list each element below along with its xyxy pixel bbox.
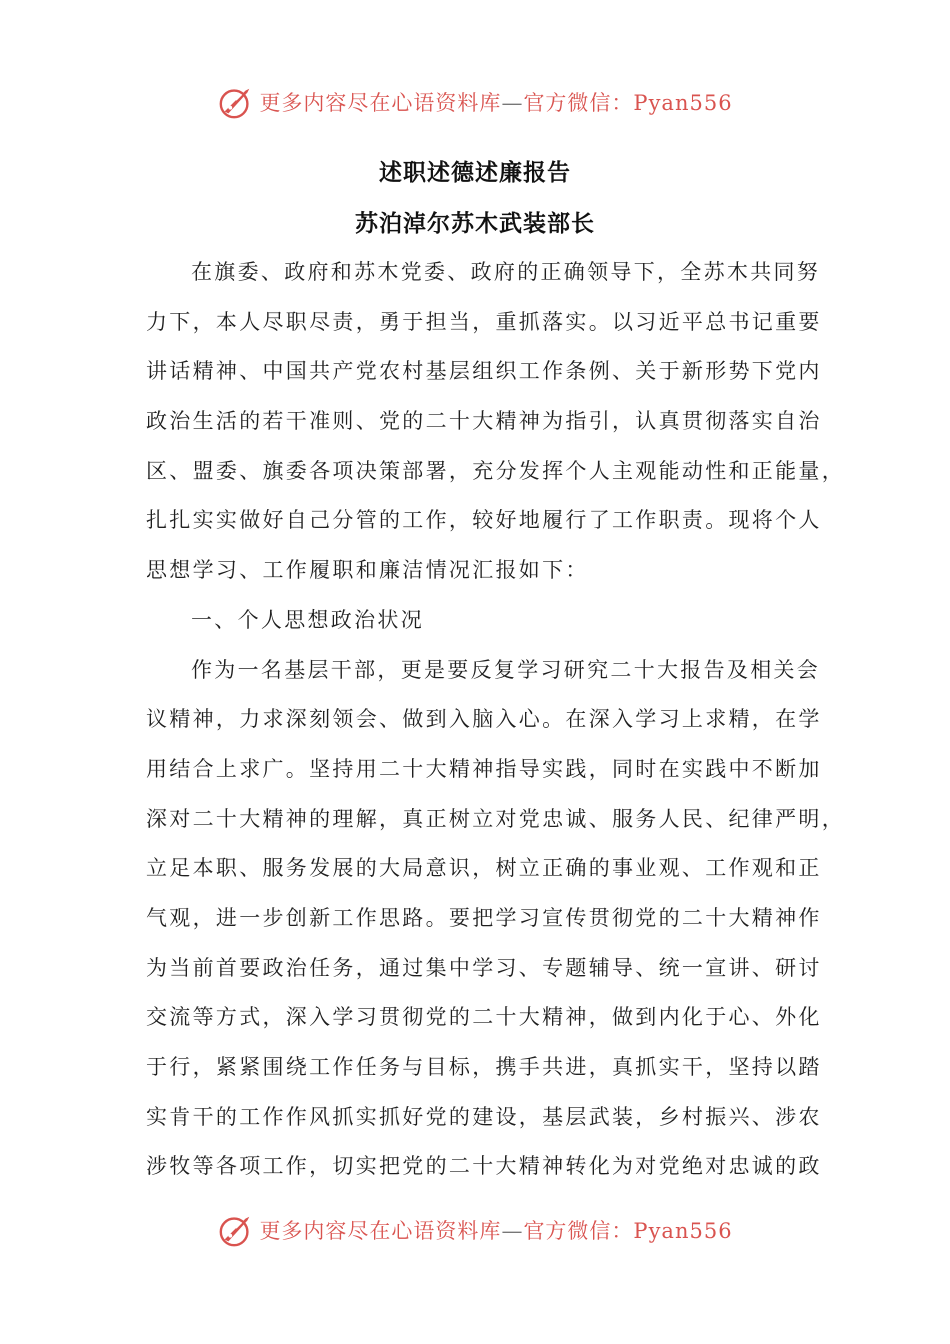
header-watermark-banner bbox=[0, 82, 950, 122]
document-body bbox=[146, 248, 845, 1192]
document-title: 述职述德述廉报告 bbox=[379, 160, 571, 186]
body-line: 实肯干的工作作风抓实抓好党的建设，基层武装，乡村振兴、涉农 bbox=[146, 1104, 822, 1129]
body-line: 为当前首要政治任务，通过集中学习、专题辅导、统一宣讲、研讨 bbox=[146, 955, 822, 980]
body-line: 深对二十大精神的理解，真正树立对党忠诚、服务人民、纪律严明， bbox=[146, 806, 845, 831]
quill-logo-icon bbox=[217, 83, 255, 121]
body-line: 政治生活的若干准则、党的二十大精神为指引，认真贯彻落实自治 bbox=[146, 409, 822, 434]
section-heading: 一、个人思想政治状况 bbox=[191, 607, 424, 632]
body-line: 作为一名基层干部，更是要反复学习研究二十大报告及相关会 bbox=[191, 657, 821, 682]
body-line: 在旗委、政府和苏木党委、政府的正确领导下，全苏木共同努 bbox=[191, 260, 821, 284]
body-line: 于行，紧紧围绕工作任务与目标，携手共进，真抓实干，坚持以踏 bbox=[146, 1055, 822, 1079]
body-line: 涉牧等各项工作，切实把党的二十大精神转化为对党绝对忠诚的政 bbox=[146, 1154, 822, 1179]
watermark-text: 更多内容尽在心语资料库—官方微信：Pyan556 bbox=[259, 91, 733, 115]
document-subtitle: 苏泊淖尔苏木武装部长 bbox=[355, 211, 595, 237]
body-line: 用结合上求广。坚持用二十大精神指导实践，同时在实践中不断加 bbox=[146, 756, 822, 781]
body-line: 力下，本人尽职尽责，勇于担当，重抓落实。以习近平总书记重要 bbox=[146, 309, 822, 334]
body-line: 区、盟委、旗委各项决策部署，充分发挥个人主观能动性和正能量， bbox=[146, 458, 845, 483]
footer-watermark-banner bbox=[0, 1210, 950, 1250]
quill-logo-icon bbox=[217, 1211, 255, 1249]
body-line: 扎扎实实做好自己分管的工作，较好地履行了工作职责。现将个人 bbox=[146, 508, 822, 533]
body-line: 议精神，力求深刻领会、做到入脑入心。在深入学习上求精，在学 bbox=[146, 707, 822, 732]
body-line: 讲话精神、中国共产党农村基层组织工作条例、关于新形势下党内 bbox=[146, 359, 822, 384]
watermark-text: 更多内容尽在心语资料库—官方微信：Pyan556 bbox=[259, 1219, 733, 1243]
body-line: 交流等方式，深入学习贯彻党的二十大精神，做到内化于心、外化 bbox=[146, 1005, 822, 1030]
body-line: 思想学习、工作履职和廉洁情况汇报如下： bbox=[146, 558, 589, 583]
body-line: 立足本职、服务发展的大局意识，树立正确的事业观、工作观和正 bbox=[146, 856, 822, 881]
body-line: 气观，进一步创新工作思路。要把学习宣传贯彻党的二十大精神作 bbox=[146, 905, 822, 930]
